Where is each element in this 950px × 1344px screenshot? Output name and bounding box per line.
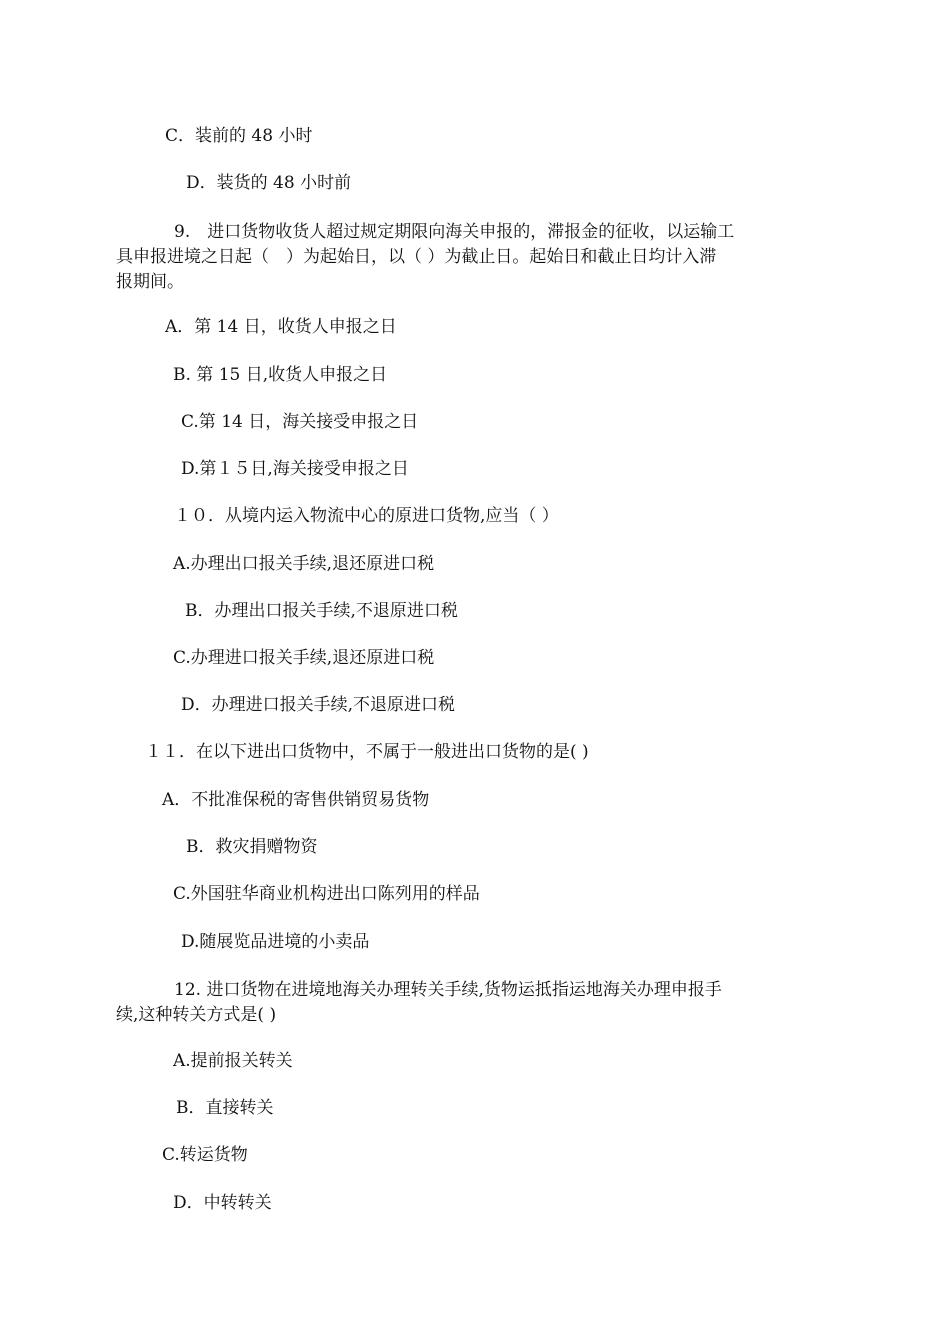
question-12 [116,978,756,1028]
q10-option-b: B．办理出口报关手续,不退原进口税 [185,601,458,621]
q11-option-c: C.外国驻华商业机构进出口陈列用的样品 [173,884,480,904]
q8-option-d: D．装货的 48 小时前 [186,173,352,193]
q11-option-a: A．不批准保税的寄售供销贸易货物 [162,790,430,810]
question-12-line-1: 12. 进口货物在进境地海关办理转关手续,货物运抵指运地海关办理申报手 [174,980,722,1000]
question-9-line-3: 报期间。 [116,272,184,292]
q12-option-c: C.转运货物 [162,1145,248,1165]
q9-option-a: A．第 14 日，收货人申报之日 [165,317,397,337]
question-10: １０．从境内运入物流中心的原进口货物,应当（ ） [174,506,559,526]
q9-option-b: B. 第 15 日,收货人申报之日 [173,365,388,385]
q9-option-d: D.第１５日,海关接受申报之日 [181,459,409,479]
question-11: １１．在以下进出口货物中，不属于一般进出口货物的是( ) [145,742,589,762]
q11-option-d: D.随展览品进境的小卖品 [181,932,370,952]
q12-option-b: B．直接转关 [176,1098,274,1118]
q11-option-b: B．救灾捐赠物资 [186,837,318,857]
q10-option-d: D．办理进口报关手续,不退原进口税 [181,695,456,715]
question-9-line-1: 9. 进口货物收货人超过规定期限向海关申报的，滞报金的征收，以运输工 [174,222,735,242]
question-9-line-2: 具申报进境之日起（ ）为起始日，以（ ）为截止日。起始日和截止日均计入滞 [116,247,717,267]
q12-option-a: A.提前报关转关 [173,1051,293,1071]
question-12-line-2: 续,这种转关方式是( ) [116,1005,277,1025]
question-9 [116,220,756,295]
q12-option-d: D．中转转关 [173,1193,272,1213]
q8-option-c: C．装前的 48 小时 [165,126,313,146]
q10-option-a: A.办理出口报关手续,退还原进口税 [173,554,435,574]
q10-option-c: C.办理进口报关手续,退还原进口税 [173,648,435,668]
q9-option-c: C.第 14 日，海关接受申报之日 [181,412,419,432]
